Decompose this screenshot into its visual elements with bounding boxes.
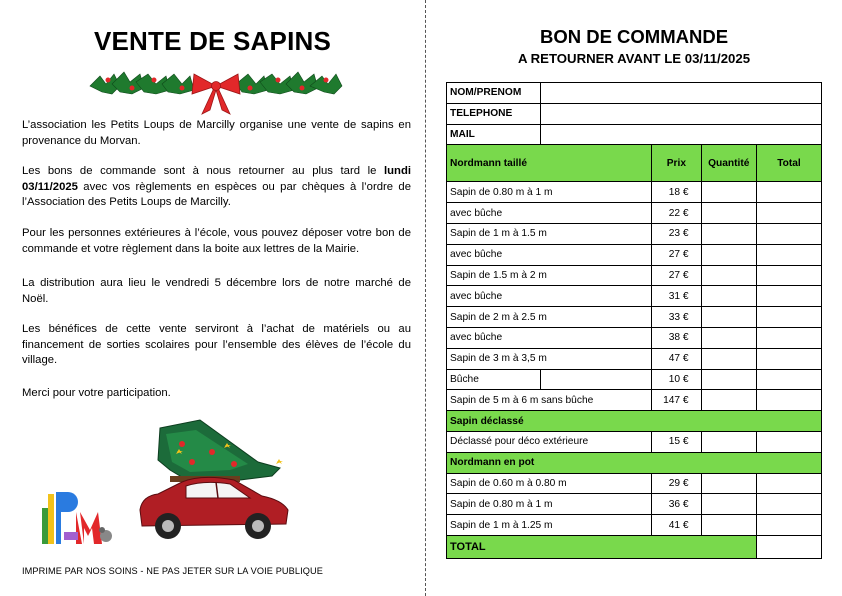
line-total-field[interactable] xyxy=(756,182,821,203)
table-row xyxy=(447,244,822,265)
quantity-header: Quantité xyxy=(701,145,756,182)
contact-row-mail xyxy=(447,124,822,145)
item-label: Bûche xyxy=(447,369,541,390)
quantity-field[interactable] xyxy=(701,494,756,515)
item-label: Sapin de 1 m à 1.5 m xyxy=(447,223,652,244)
line-total-field[interactable] xyxy=(756,494,821,515)
nordmann-rows xyxy=(447,182,822,411)
item-label: avec bûche xyxy=(447,327,652,348)
item-price: 23 € xyxy=(652,223,701,244)
benefits-paragraph: Les bénéfices de cette vente serviront à l’achat de matériels ou au financement de sorties scolaires pour l’ensemble des élèves de l’école du village. xyxy=(22,323,411,367)
table-header-row xyxy=(447,145,822,182)
item-label: Déclassé pour déco extérieure xyxy=(447,431,652,452)
quantity-field[interactable] xyxy=(701,182,756,203)
mail-label: MAIL xyxy=(447,124,541,145)
item-label: avec bûche xyxy=(447,244,652,265)
item-label: Sapin de 1 m à 1.25 m xyxy=(447,515,652,536)
item-label: avec bûche xyxy=(447,203,652,224)
line-total-field[interactable] xyxy=(756,431,821,452)
item-price: 29 € xyxy=(652,473,701,494)
item-price: 33 € xyxy=(652,307,701,328)
quantity-field[interactable] xyxy=(701,431,756,452)
quantity-field[interactable] xyxy=(701,223,756,244)
name-label: NOM/PRENOM xyxy=(447,83,541,104)
item-blank xyxy=(541,369,652,390)
item-price: 147 € xyxy=(652,390,701,411)
section-row-declasse xyxy=(447,411,822,432)
line-total-field[interactable] xyxy=(756,307,821,328)
order-form-title: BON DE COMMANDE xyxy=(539,26,729,47)
grand-total-field[interactable] xyxy=(756,535,821,558)
line-total-field[interactable] xyxy=(756,369,821,390)
item-label: Sapin de 3 m à 3,5 m xyxy=(447,348,652,369)
line-total-field[interactable] xyxy=(756,473,821,494)
mail-field[interactable] xyxy=(541,124,822,145)
name-field[interactable] xyxy=(541,83,822,104)
quantity-field[interactable] xyxy=(701,348,756,369)
quantity-field[interactable] xyxy=(701,473,756,494)
phone-label: TELEPHONE xyxy=(447,103,541,124)
external-paragraph: Pour les personnes extérieures à l’école, vous pouvez déposer votre bon de commande et votre règlement dans la boite aux lettres de la Mairie. xyxy=(22,227,411,255)
item-price: 36 € xyxy=(652,494,701,515)
item-label: Sapin de 0.80 m à 1 m xyxy=(447,182,652,203)
table-row xyxy=(447,390,822,411)
item-price: 18 € xyxy=(652,182,701,203)
section-header-declasse: Sapin déclassé xyxy=(447,411,822,432)
quantity-field[interactable] xyxy=(701,203,756,224)
table-row xyxy=(447,182,822,203)
item-label: Sapin de 1.5 m à 2 m xyxy=(447,265,652,286)
contact-row-phone xyxy=(447,103,822,124)
price-header: Prix xyxy=(652,145,701,182)
order-table xyxy=(446,82,822,559)
table-row xyxy=(447,494,822,515)
quantity-field[interactable] xyxy=(701,327,756,348)
print-notice: IMPRIME PAR NOS SOINS - NE PAS JETER SUR LA VOIE PUBLIQUE xyxy=(22,566,323,576)
thanks-paragraph: Merci pour votre participation. xyxy=(22,387,171,399)
car-with-tree-icon xyxy=(130,410,290,548)
item-label: Sapin de 5 m à 6 m sans bûche xyxy=(447,390,652,411)
table-row xyxy=(447,327,822,348)
line-total-field[interactable] xyxy=(756,223,821,244)
quantity-field[interactable] xyxy=(701,369,756,390)
item-label: avec bûche xyxy=(447,286,652,307)
line-total-field[interactable] xyxy=(756,515,821,536)
line-total-field[interactable] xyxy=(756,327,821,348)
item-price: 38 € xyxy=(652,327,701,348)
quantity-field[interactable] xyxy=(701,307,756,328)
item-price: 41 € xyxy=(652,515,701,536)
quantity-field[interactable] xyxy=(701,515,756,536)
line-total-field[interactable] xyxy=(756,348,821,369)
item-label: Sapin de 0.60 m à 0.80 m xyxy=(447,473,652,494)
table-row xyxy=(447,223,822,244)
item-label: Sapin de 0.80 m à 1 m xyxy=(447,494,652,515)
phone-field[interactable] xyxy=(541,103,822,124)
order-form-panel xyxy=(426,0,842,596)
total-header: Total xyxy=(756,145,821,182)
order-form-deadline: A RETOURNER AVANT LE 03/11/2025 xyxy=(517,51,751,66)
total-label: TOTAL xyxy=(447,535,757,558)
item-price: 10 € xyxy=(652,369,701,390)
table-row xyxy=(447,307,822,328)
contact-row-name xyxy=(447,83,822,104)
table-row xyxy=(447,286,822,307)
section-header-nordmann: Nordmann taillé xyxy=(447,145,652,182)
quantity-field[interactable] xyxy=(701,390,756,411)
item-price: 47 € xyxy=(652,348,701,369)
item-label: Sapin de 2 m à 2.5 m xyxy=(447,307,652,328)
total-row xyxy=(447,535,822,558)
table-row xyxy=(447,473,822,494)
distribution-paragraph: La distribution aura lieu le vendredi 5 décembre lors de notre marché de Noël. xyxy=(22,277,411,305)
intro-paragraph: L’association les Petits Loups de Marcilly organise une vente de sapins en provenance du Morvan. xyxy=(22,119,411,147)
deadline-paragraph: Les bons de commande sont à nous retourner au plus tard le lundi 03/11/2025 avec vos règlements en espèces ou par chèques à l’ordre de l’Association des Petits Loups de Marcilly. xyxy=(22,165,411,209)
line-total-field[interactable] xyxy=(756,265,821,286)
line-total-field[interactable] xyxy=(756,390,821,411)
quantity-field[interactable] xyxy=(701,244,756,265)
line-total-field[interactable] xyxy=(756,203,821,224)
holly-garland-icon xyxy=(86,64,346,116)
line-total-field[interactable] xyxy=(756,286,821,307)
table-row xyxy=(447,348,822,369)
section-row-pot xyxy=(447,452,822,473)
table-row xyxy=(447,265,822,286)
item-price: 22 € xyxy=(652,203,701,224)
quantity-field[interactable] xyxy=(701,286,756,307)
item-price: 27 € xyxy=(652,244,701,265)
pot-rows xyxy=(447,473,822,535)
line-total-field[interactable] xyxy=(756,244,821,265)
section-header-pot: Nordmann en pot xyxy=(447,452,822,473)
table-row xyxy=(447,515,822,536)
quantity-field[interactable] xyxy=(701,265,756,286)
item-price: 15 € xyxy=(652,431,701,452)
item-price: 27 € xyxy=(652,265,701,286)
table-row xyxy=(447,203,822,224)
school-logo-icon xyxy=(40,486,120,552)
table-row xyxy=(447,431,822,452)
flyer-title: VENTE DE SAPINS xyxy=(93,26,332,56)
declasse-rows xyxy=(447,431,822,452)
item-price: 31 € xyxy=(652,286,701,307)
table-row xyxy=(447,369,822,390)
